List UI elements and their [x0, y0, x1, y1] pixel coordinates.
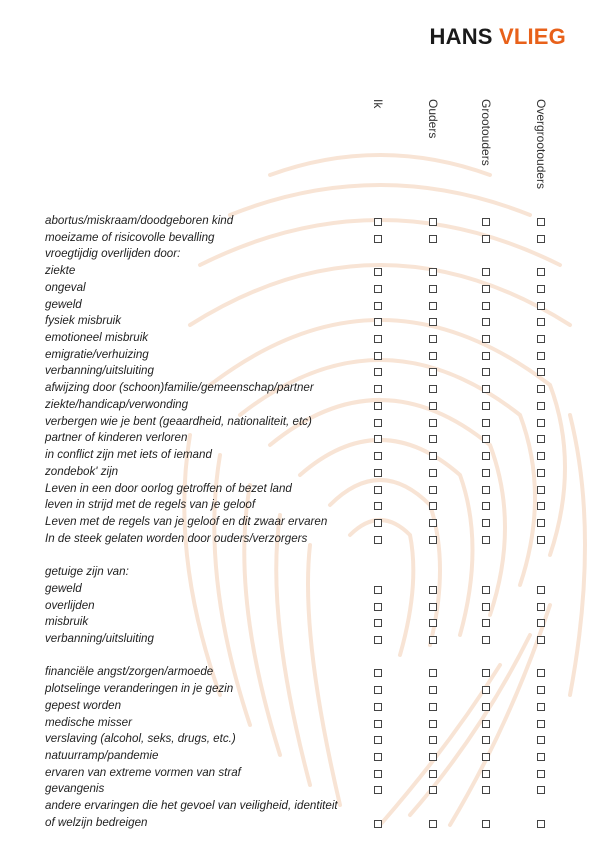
checkbox-grootouders[interactable]	[482, 419, 490, 427]
checklist-row	[45, 682, 565, 699]
checkbox-overgrootouders[interactable]	[537, 736, 545, 744]
checkbox-ouders[interactable]	[429, 385, 437, 393]
checkbox-ouders[interactable]	[429, 786, 437, 794]
spacer-row	[45, 548, 565, 565]
checkbox-overgrootouders[interactable]	[537, 352, 545, 360]
checkbox-ouders[interactable]	[429, 419, 437, 427]
checkbox-overgrootouders[interactable]	[537, 335, 545, 343]
row-label: partner of kinderen verloren	[45, 431, 188, 445]
checkbox-ouders[interactable]	[429, 519, 437, 527]
checkbox-overgrootouders[interactable]	[537, 385, 545, 393]
checkbox-grootouders[interactable]	[482, 452, 490, 460]
checkbox-ouders[interactable]	[429, 452, 437, 460]
checkbox-overgrootouders[interactable]	[537, 318, 545, 326]
checkbox-grootouders[interactable]	[482, 736, 490, 744]
checkbox-grootouders[interactable]	[482, 486, 490, 494]
row-label: ongeval	[45, 280, 86, 294]
checkbox-ouders[interactable]	[429, 435, 437, 443]
checklist-row	[45, 231, 565, 248]
checkbox-ouders[interactable]	[429, 318, 437, 326]
checkbox-grootouders[interactable]	[482, 619, 490, 627]
checklist-row	[45, 281, 565, 298]
checkbox-grootouders[interactable]	[482, 235, 490, 243]
checkbox-ik[interactable]	[374, 786, 382, 794]
checklist-row	[45, 816, 565, 833]
row-label: plotselinge veranderingen in je gezin	[45, 682, 234, 696]
row-label: verbanning/uitsluiting	[45, 364, 154, 378]
checkbox-ik[interactable]	[374, 335, 382, 343]
checkbox-overgrootouders[interactable]	[537, 268, 545, 276]
checkbox-ik[interactable]	[374, 385, 382, 393]
row-label: in conflict zijn met iets of iemand	[45, 448, 212, 462]
checkbox-grootouders[interactable]	[482, 720, 490, 728]
checkbox-overgrootouders[interactable]	[537, 368, 545, 376]
checkbox-grootouders[interactable]	[482, 519, 490, 527]
checklist-row	[45, 448, 565, 465]
checkbox-ouders[interactable]	[429, 218, 437, 226]
checklist-row	[45, 264, 565, 281]
checkbox-ouders[interactable]	[429, 285, 437, 293]
checkbox-ouders[interactable]	[429, 703, 437, 711]
row-label: misbruik	[45, 615, 89, 629]
checklist-row	[45, 582, 565, 599]
checkbox-overgrootouders[interactable]	[537, 302, 545, 310]
checkbox-ik[interactable]	[374, 419, 382, 427]
checkbox-overgrootouders[interactable]	[537, 720, 545, 728]
checkbox-ouders[interactable]	[429, 753, 437, 761]
checklist-row	[45, 532, 565, 549]
checkbox-ouders[interactable]	[429, 603, 437, 611]
checkbox-ouders[interactable]	[429, 669, 437, 677]
checkbox-overgrootouders[interactable]	[537, 435, 545, 443]
checkbox-ik[interactable]	[374, 736, 382, 744]
checkbox-ouders[interactable]	[429, 686, 437, 694]
row-label: geweld	[45, 297, 82, 311]
checkbox-grootouders[interactable]	[482, 368, 490, 376]
checklist-row	[45, 716, 565, 733]
spacer-row	[45, 649, 565, 666]
brand-logo	[430, 24, 566, 50]
checkbox-overgrootouders[interactable]	[537, 469, 545, 477]
checkbox-overgrootouders[interactable]	[537, 820, 545, 828]
checklist-row	[45, 665, 565, 682]
checkbox-ik[interactable]	[374, 686, 382, 694]
checkbox-grootouders[interactable]	[482, 469, 490, 477]
checkbox-overgrootouders[interactable]	[537, 486, 545, 494]
checkbox-ik[interactable]	[374, 352, 382, 360]
checkbox-ik[interactable]	[374, 519, 382, 527]
checkbox-overgrootouders[interactable]	[537, 285, 545, 293]
row-label: verbanning/uitsluiting	[45, 632, 154, 645]
checklist-row	[45, 749, 565, 766]
checkbox-ouders[interactable]	[429, 486, 437, 494]
checkbox-ik[interactable]	[374, 235, 382, 243]
checkbox-overgrootouders[interactable]	[537, 502, 545, 510]
checkbox-ik[interactable]	[374, 285, 382, 293]
checkbox-ik[interactable]	[374, 586, 382, 594]
row-label: verslaving (alcohol, seks, drugs, etc.)	[45, 732, 236, 746]
checkbox-ik[interactable]	[374, 268, 382, 276]
checkbox-grootouders[interactable]	[482, 703, 490, 711]
checkbox-ik[interactable]	[374, 486, 382, 494]
checklist-row	[45, 498, 565, 515]
column-header-ik: Ik	[371, 99, 385, 109]
checklist-row	[45, 699, 565, 716]
checkbox-grootouders[interactable]	[482, 352, 490, 360]
checkbox-grootouders[interactable]	[482, 218, 490, 226]
checkbox-ik[interactable]	[374, 770, 382, 778]
checklist-row	[45, 381, 565, 398]
checkbox-grootouders[interactable]	[482, 318, 490, 326]
checkbox-ouders[interactable]	[429, 586, 437, 594]
checkbox-ouders[interactable]	[429, 268, 437, 276]
row-label: gevangenis	[45, 782, 105, 796]
row-label: vroegtijdig overlijden door:	[45, 247, 181, 261]
row-label: Leven met de regels van je geloof en dit zwaar ervaren	[45, 514, 328, 528]
row-label: ziekte/handicap/verwonding	[45, 397, 189, 411]
checkbox-ouders[interactable]	[429, 402, 437, 410]
checkbox-ik[interactable]	[374, 703, 382, 711]
checklist-row	[45, 766, 565, 783]
checklist-row	[45, 599, 565, 616]
checkbox-ouders[interactable]	[429, 469, 437, 477]
checklist-row	[45, 515, 565, 532]
checklist-row	[45, 431, 565, 448]
row-label: natuurramp/pandemie	[45, 749, 159, 763]
checkbox-ik[interactable]	[374, 218, 382, 226]
checkbox-ouders[interactable]	[429, 619, 437, 627]
checkbox-grootouders[interactable]	[482, 669, 490, 677]
checkbox-grootouders[interactable]	[482, 786, 490, 794]
checkbox-overgrootouders[interactable]	[537, 419, 545, 427]
checkbox-ouders[interactable]	[429, 352, 437, 360]
row-label: getuige zijn van:	[45, 565, 129, 579]
checkbox-ik[interactable]	[374, 368, 382, 376]
checklist-row	[45, 247, 565, 264]
row-label: zondebok' zijn	[45, 464, 119, 478]
checkbox-grootouders[interactable]	[482, 402, 490, 410]
checkbox-ik[interactable]	[374, 435, 382, 443]
brand-first: HANS	[429, 24, 499, 49]
checklist-row	[45, 799, 565, 816]
row-label: geweld	[45, 581, 82, 595]
row-label: medische misser	[45, 715, 132, 729]
checkbox-ouders[interactable]	[429, 820, 437, 828]
row-label: leven in strijd met de regels van je geloof	[45, 498, 256, 512]
checklist-row	[45, 331, 565, 348]
checkbox-grootouders[interactable]	[482, 636, 490, 644]
checkbox-ouders[interactable]	[429, 368, 437, 376]
column-header-ouders: Ouders	[426, 99, 440, 139]
checklist-row	[45, 482, 565, 499]
row-label: emotioneel misbruik	[45, 331, 149, 345]
row-label: moeizame of risicovolle bevalling	[45, 230, 215, 244]
row-label: gepest worden	[45, 698, 122, 712]
checkbox-ik[interactable]	[374, 619, 382, 627]
row-label: overlijden	[45, 598, 95, 612]
checklist-row	[45, 398, 565, 415]
checkbox-ouders[interactable]	[429, 302, 437, 310]
checkbox-ouders[interactable]	[429, 720, 437, 728]
checklist-row	[45, 415, 565, 432]
checklist-row	[45, 348, 565, 365]
checklist-row	[45, 364, 565, 381]
checkbox-grootouders[interactable]	[482, 335, 490, 343]
row-label: abortus/miskraam/doodgeboren kind	[45, 214, 234, 227]
checkbox-overgrootouders[interactable]	[537, 603, 545, 611]
checklist-row	[45, 565, 565, 582]
row-label: of welzijn bedreigen	[45, 815, 148, 829]
checkbox-ouders[interactable]	[429, 736, 437, 744]
column-header-grootouders: Grootouders	[479, 99, 493, 166]
row-label: fysiek misbruik	[45, 314, 122, 328]
checkbox-grootouders[interactable]	[482, 586, 490, 594]
checkbox-grootouders[interactable]	[482, 686, 490, 694]
checklist-row	[45, 782, 565, 799]
checkbox-ik[interactable]	[374, 318, 382, 326]
checkbox-grootouders[interactable]	[482, 753, 490, 761]
checkbox-ouders[interactable]	[429, 770, 437, 778]
checkbox-overgrootouders[interactable]	[537, 536, 545, 544]
checklist-row	[45, 314, 565, 331]
checkbox-ouders[interactable]	[429, 536, 437, 544]
row-label: verbergen wie je bent (geaardheid, nationaliteit, etc)	[45, 414, 312, 428]
row-label: emigratie/verhuizing	[45, 347, 149, 361]
checkbox-ik[interactable]	[374, 753, 382, 761]
checkbox-ik[interactable]	[374, 452, 382, 460]
checkbox-grootouders[interactable]	[482, 302, 490, 310]
row-label: Leven in een door oorlog getroffen of bezet land	[45, 481, 292, 495]
row-label: ziekte	[45, 264, 76, 278]
checkbox-overgrootouders[interactable]	[537, 402, 545, 410]
checkbox-ik[interactable]	[374, 636, 382, 644]
checkbox-ik[interactable]	[374, 669, 382, 677]
row-label: In de steek gelaten worden door ouders/verzorgers	[45, 531, 308, 545]
checklist-row	[45, 298, 565, 315]
checkbox-grootouders[interactable]	[482, 603, 490, 611]
checkbox-ouders[interactable]	[429, 502, 437, 510]
row-label: afwijzing door (schoon)familie/gemeenschap/partner	[45, 381, 314, 395]
row-label: andere ervaringen die het gevoel van veiligheid, identiteit	[45, 799, 338, 813]
checkbox-overgrootouders[interactable]	[537, 519, 545, 527]
checkbox-grootouders[interactable]	[482, 285, 490, 293]
checkbox-ik[interactable]	[374, 720, 382, 728]
brand-second: VLIEG	[498, 24, 566, 49]
checkbox-grootouders[interactable]	[482, 770, 490, 778]
checkbox-overgrootouders[interactable]	[537, 703, 545, 711]
checklist-row	[45, 214, 565, 231]
checkbox-ik[interactable]	[374, 603, 382, 611]
checkbox-overgrootouders[interactable]	[537, 686, 545, 694]
checkbox-overgrootouders[interactable]	[537, 619, 545, 627]
checkbox-grootouders[interactable]	[482, 435, 490, 443]
checkbox-ik[interactable]	[374, 502, 382, 510]
row-label: financiële angst/zorgen/armoede	[45, 665, 214, 679]
checkbox-ik[interactable]	[374, 536, 382, 544]
checklist-row	[45, 615, 565, 632]
checkbox-ouders[interactable]	[429, 235, 437, 243]
checkbox-ik[interactable]	[374, 402, 382, 410]
checkbox-grootouders[interactable]	[482, 268, 490, 276]
row-label: ervaren van extreme vormen van straf	[45, 765, 241, 779]
checklist-row	[45, 465, 565, 482]
checkbox-grootouders[interactable]	[482, 385, 490, 393]
checkbox-overgrootouders[interactable]	[537, 770, 545, 778]
checkbox-ouders[interactable]	[429, 636, 437, 644]
checkbox-grootouders[interactable]	[482, 502, 490, 510]
checkbox-grootouders[interactable]	[482, 820, 490, 828]
column-header-overgrootouders: Overgrootouders	[534, 99, 548, 190]
checklist-row	[45, 632, 565, 649]
checkbox-overgrootouders[interactable]	[537, 586, 545, 594]
checkbox-overgrootouders[interactable]	[537, 235, 545, 243]
checkbox-ik[interactable]	[374, 302, 382, 310]
checkbox-overgrootouders[interactable]	[537, 669, 545, 677]
checkbox-ouders[interactable]	[429, 335, 437, 343]
checklist-row	[45, 732, 565, 749]
checkbox-grootouders[interactable]	[482, 536, 490, 544]
checkbox-ik[interactable]	[374, 469, 382, 477]
checkbox-overgrootouders[interactable]	[537, 636, 545, 644]
checkbox-overgrootouders[interactable]	[537, 452, 545, 460]
checkbox-overgrootouders[interactable]	[537, 786, 545, 794]
checkbox-overgrootouders[interactable]	[537, 753, 545, 761]
checkbox-overgrootouders[interactable]	[537, 218, 545, 226]
checkbox-ik[interactable]	[374, 820, 382, 828]
